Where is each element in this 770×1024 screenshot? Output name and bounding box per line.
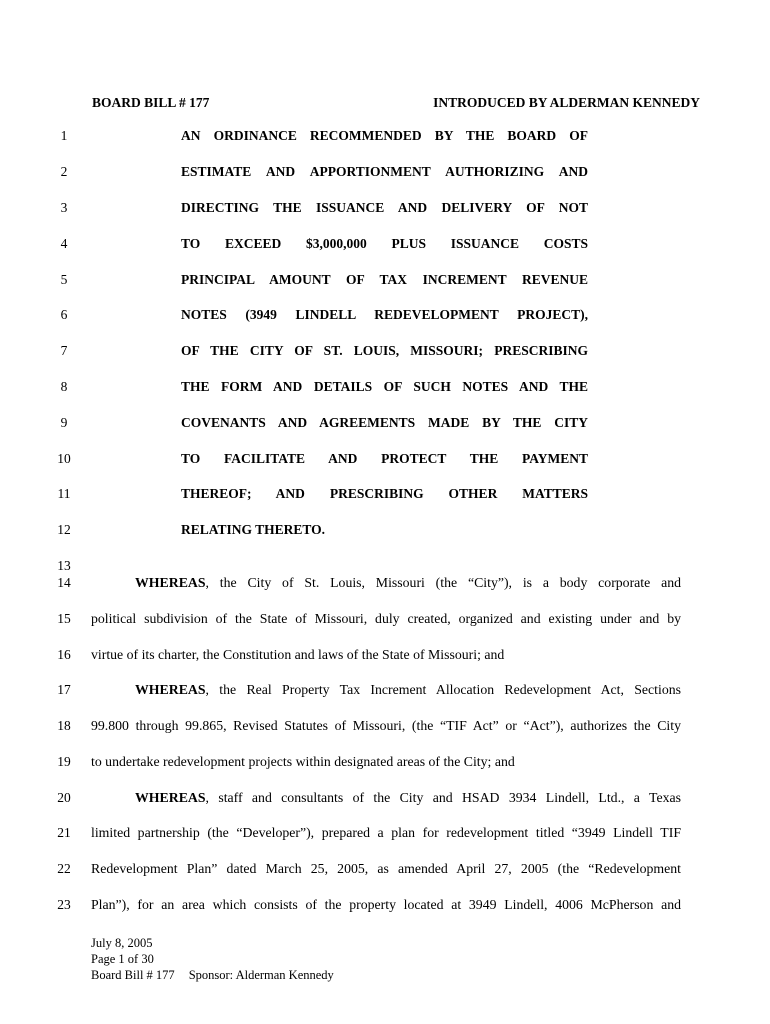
whereas-paragraph-3-line: [135, 790, 681, 806]
body-line: virtue of its charter, the Constitution and laws of the State of Missouri; and: [91, 647, 505, 662]
line-number: 4: [60, 236, 68, 251]
line-number: 12: [57, 522, 71, 537]
line-number: 8: [60, 379, 68, 394]
ordinance-title-line: THE FORM AND DETAILS OF SUCH NOTES AND THE: [181, 379, 588, 394]
line-number: 16: [57, 647, 71, 662]
ordinance-title-line: ESTIMATE AND APPORTIONMENT AUTHORIZING AND: [181, 164, 588, 179]
body-line: 99.800 through 99.865, Revised Statutes of Missouri, (the “TIF Act” or “Act”), authorizes the City: [91, 718, 681, 733]
line-number: 2: [60, 164, 68, 179]
line-number: 11: [57, 486, 71, 501]
line-number: 20: [57, 790, 71, 805]
body-text: , the Real Property Tax Increment Allocation Redevelopment Act, Sections: [205, 682, 681, 697]
ordinance-title-line: PRINCIPAL AMOUNT OF TAX INCREMENT REVENUE: [181, 272, 588, 287]
footer-sponsor: Sponsor: Alderman Kennedy: [188, 968, 334, 982]
body-text: , staff and consultants of the City and HSAD 3934 Lindell, Ltd., a Texas: [205, 790, 681, 805]
whereas-paragraph-2-line: [135, 682, 681, 698]
line-number: 21: [57, 825, 71, 840]
line-number: 1: [60, 128, 68, 143]
ordinance-title-line: NOTES (3949 LINDELL REDEVELOPMENT PROJECT),: [181, 307, 588, 322]
ordinance-title-line: DIRECTING THE ISSUANCE AND DELIVERY OF NOT: [181, 200, 588, 215]
ordinance-title-line: OF THE CITY OF ST. LOUIS, MISSOURI; PRESCRIBING: [181, 343, 588, 358]
bill-number-header: BOARD BILL # 177: [92, 95, 210, 110]
line-number: 3: [60, 200, 68, 215]
footer: [91, 935, 334, 983]
ordinance-title-line: TO FACILITATE AND PROTECT THE PAYMENT: [181, 451, 588, 466]
body-line: limited partnership (the “Developer”), prepared a plan for redevelopment titled “3949 Lindell TIF: [91, 825, 681, 840]
line-number: 22: [57, 861, 71, 876]
footer-page-number: Page 1 of 30: [91, 952, 154, 966]
line-number: 23: [57, 897, 71, 912]
ordinance-title-line: RELATING THERETO.: [181, 522, 326, 537]
line-number: 18: [57, 718, 71, 733]
ordinance-title-line: TO EXCEED $3,000,000 PLUS ISSUANCE COSTS: [181, 236, 588, 251]
line-number: 13: [57, 558, 71, 573]
line-number: 10: [57, 451, 71, 466]
body-line: Plan”), for an area which consists of the property located at 3949 Lindell, 4006 McPherson and: [91, 897, 681, 912]
body-text: , the City of St. Louis, Missouri (the “City”), is a body corporate and: [205, 575, 681, 590]
line-number: 14: [57, 575, 71, 590]
whereas-keyword: WHEREAS: [135, 575, 206, 590]
ordinance-title-line: COVENANTS AND AGREEMENTS MADE BY THE CITY: [181, 415, 588, 430]
line-number: 17: [57, 682, 71, 697]
line-number: 19: [57, 754, 71, 769]
body-line: to undertake redevelopment projects within designated areas of the City; and: [91, 754, 515, 769]
footer-bill-sponsor: [91, 967, 334, 983]
introduced-by-header: INTRODUCED BY ALDERMAN KENNEDY: [433, 95, 700, 110]
whereas-keyword: WHEREAS: [135, 790, 206, 805]
whereas-paragraph-1-line: [135, 575, 681, 591]
ordinance-title-line: AN ORDINANCE RECOMMENDED BY THE BOARD OF: [181, 128, 588, 143]
line-number: 9: [60, 415, 68, 430]
line-number: 7: [60, 343, 68, 358]
whereas-keyword: WHEREAS: [135, 682, 206, 697]
line-number: 6: [60, 307, 68, 322]
line-number: 15: [57, 611, 71, 626]
ordinance-title-line: THEREOF; AND PRESCRIBING OTHER MATTERS: [181, 486, 588, 501]
body-line: Redevelopment Plan” dated March 25, 2005, as amended April 27, 2005 (the “Redevelopment: [91, 861, 681, 876]
footer-bill: Board Bill # 177: [91, 968, 175, 982]
line-number: 5: [60, 272, 68, 287]
footer-date: July 8, 2005: [91, 936, 153, 950]
body-line: political subdivision of the State of Missouri, duly created, organized and existing under and by: [91, 611, 681, 626]
